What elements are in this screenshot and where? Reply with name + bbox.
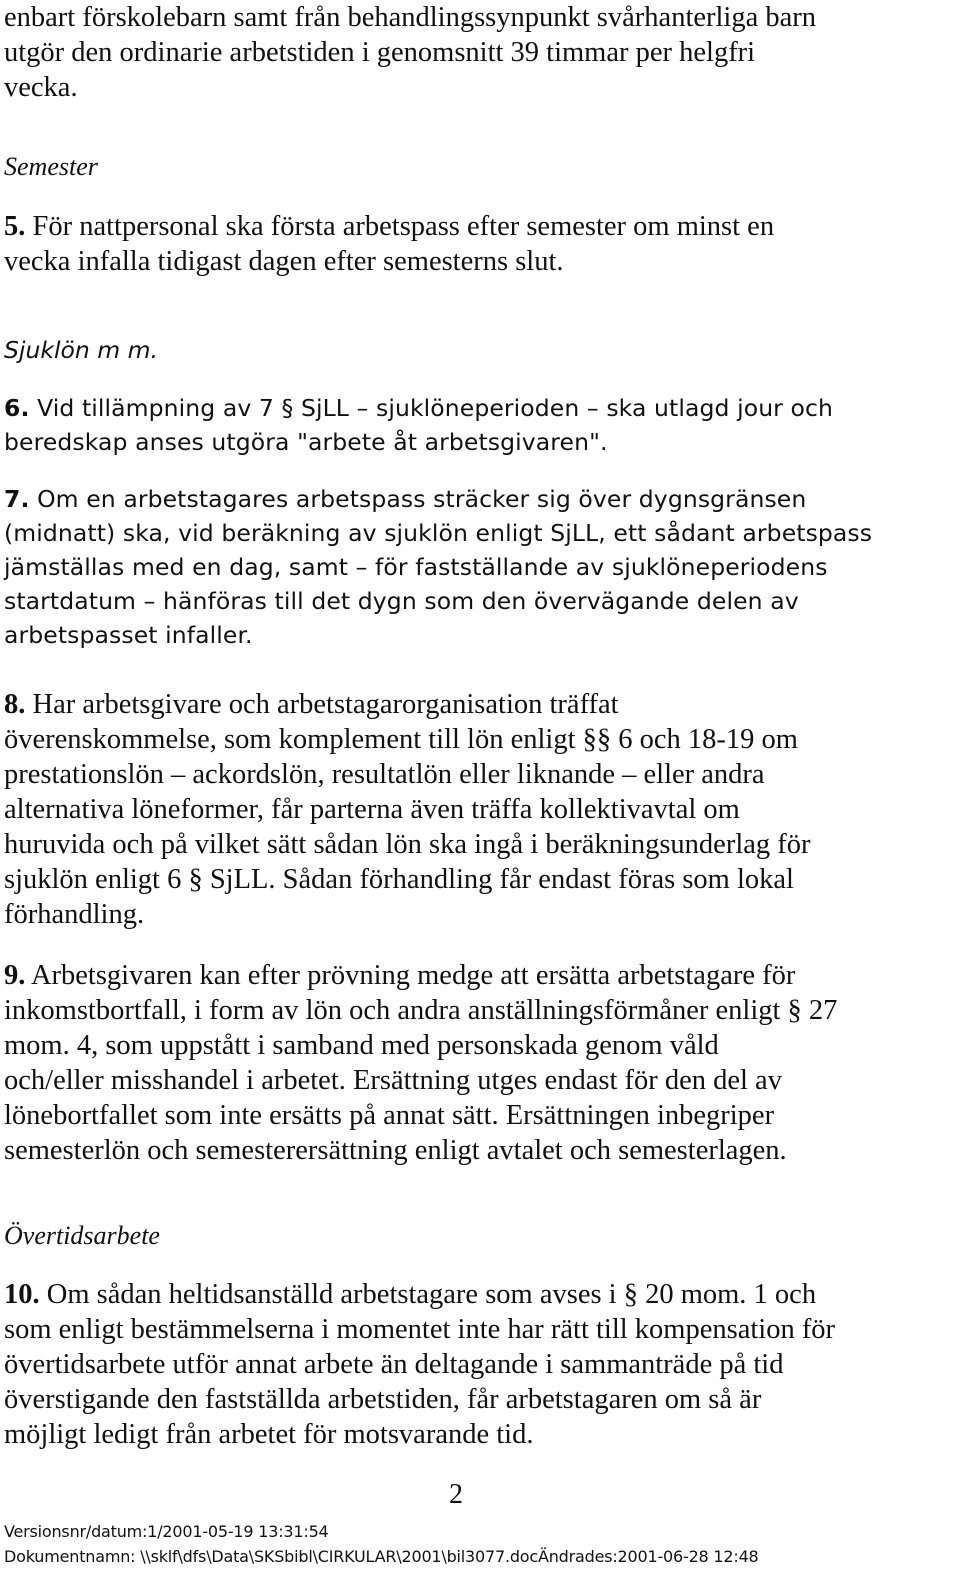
paragraph-number: 5.: [4, 211, 26, 242]
paragraph-line: övertidsarbete utför annat arbete än deltagande i sammanträde på tid: [4, 1349, 784, 1380]
intro-line: enbart förskolebarn samt från behandlingssynpunkt svårhanterliga barn: [4, 2, 816, 33]
paragraph-line: prestationslön – ackordslön, resultatlön eller liknande – eller andra: [4, 759, 765, 790]
footer-version: Versionsnr/datum:1/2001-05-19 13:31:54: [4, 1522, 329, 1541]
intro-line: vecka.: [4, 72, 78, 103]
paragraph-line: beredskap anses utgöra "arbete åt arbetsgivaren".: [4, 428, 608, 456]
paragraph-line: och/eller misshandel i arbetet. Ersättning utges endast för den del av: [4, 1065, 782, 1096]
paragraph-line: semesterlön och semesterersättning enligt avtalet och semesterlagen.: [4, 1135, 787, 1166]
paragraph-line: jämställas med en dag, samt – för fastställande av sjuklöneperiodens: [4, 553, 828, 581]
page-number: 2: [449, 1479, 463, 1510]
paragraph-line: möjligt ledigt från arbetet för motsvarande tid.: [4, 1419, 534, 1450]
paragraph-line: (midnatt) ska, vid beräkning av sjuklön enligt SjLL, ett sådant arbetspass: [4, 519, 873, 547]
paragraph-number: 9.: [4, 960, 26, 991]
paragraph-line: startdatum – hänföras till det dygn som den övervägande delen av: [4, 587, 799, 615]
paragraph-line: För nattpersonal ska första arbetspass efter semester om minst en: [32, 211, 775, 242]
paragraph-line: mom. 4, som uppstått i samband med personskada genom våld: [4, 1030, 719, 1061]
paragraph-number: 8.: [4, 689, 26, 720]
paragraph-line: Arbetsgivaren kan efter prövning medge att ersätta arbetstagare för: [30, 960, 796, 991]
paragraph-line: arbetspasset infaller.: [4, 621, 253, 649]
paragraph-line: huruvida och på vilket sätt sådan lön ska ingå i beräkningsunderlag för: [4, 829, 811, 860]
paragraph-line: inkomstbortfall, i form av lön och andra anställningsförmåner enligt § 27: [4, 995, 838, 1026]
paragraph-line: Om en arbetstagares arbetspass sträcker sig över dygnsgränsen: [37, 485, 807, 513]
paragraph-number: 10.: [4, 1279, 40, 1310]
intro-line: utgör den ordinarie arbetstiden i genomsnitt 39 timmar per helgfri: [4, 37, 756, 68]
paragraph-10: [4, 1277, 835, 1452]
paragraph-line: överstigande den fastställda arbetstiden, får arbetstagaren om så är: [4, 1384, 762, 1415]
footer-document-name: Dokumentnamn: \\sklf\dfs\Data\SKSbibl\CIRKULAR\2001\bil3077.docÄndrades:2001-06-28 12:48: [4, 1547, 759, 1566]
paragraph-5: [4, 209, 774, 279]
paragraph-7: [4, 482, 872, 652]
paragraph-line: Har arbetsgivare och arbetstagarorganisation träffat: [32, 689, 619, 720]
paragraph-number: 6.: [4, 394, 30, 422]
paragraph-line: lönebortfallet som inte ersätts på annat sätt. Ersättningen inbegriper: [4, 1100, 775, 1131]
section-heading-sjuklon: Sjuklön m m.: [4, 336, 158, 364]
paragraph-line: sjuklön enligt 6 § SjLL. Sådan förhandling får endast föras som lokal: [4, 864, 794, 895]
paragraph-line: överenskommelse, som komplement till lön enligt §§ 6 och 18-19 om: [4, 724, 798, 755]
paragraph-line: vecka infalla tidigast dagen efter semesterns slut.: [4, 246, 564, 277]
paragraph-line: alternativa löneformer, får parterna även träffa kollektivavtal om: [4, 794, 740, 825]
paragraph-line: förhandling.: [4, 899, 145, 930]
paragraph-6: [4, 391, 833, 459]
paragraph-line: Vid tillämpning av 7 § SjLL – sjuklöneperioden – ska utlagd jour och: [37, 394, 834, 422]
section-heading-overtid: Övertidsarbete: [4, 1221, 160, 1250]
section-heading-semester: Semester: [4, 152, 98, 181]
intro-paragraph: [4, 0, 816, 105]
paragraph-8: [4, 687, 811, 932]
paragraph-line: Om sådan heltidsanställd arbetstagare som avses i § 20 mom. 1 och: [46, 1279, 817, 1310]
paragraph-number: 7.: [4, 485, 30, 513]
paragraph-line: som enligt bestämmelserna i momentet inte har rätt till kompensation för: [4, 1314, 836, 1345]
paragraph-9: [4, 958, 837, 1168]
